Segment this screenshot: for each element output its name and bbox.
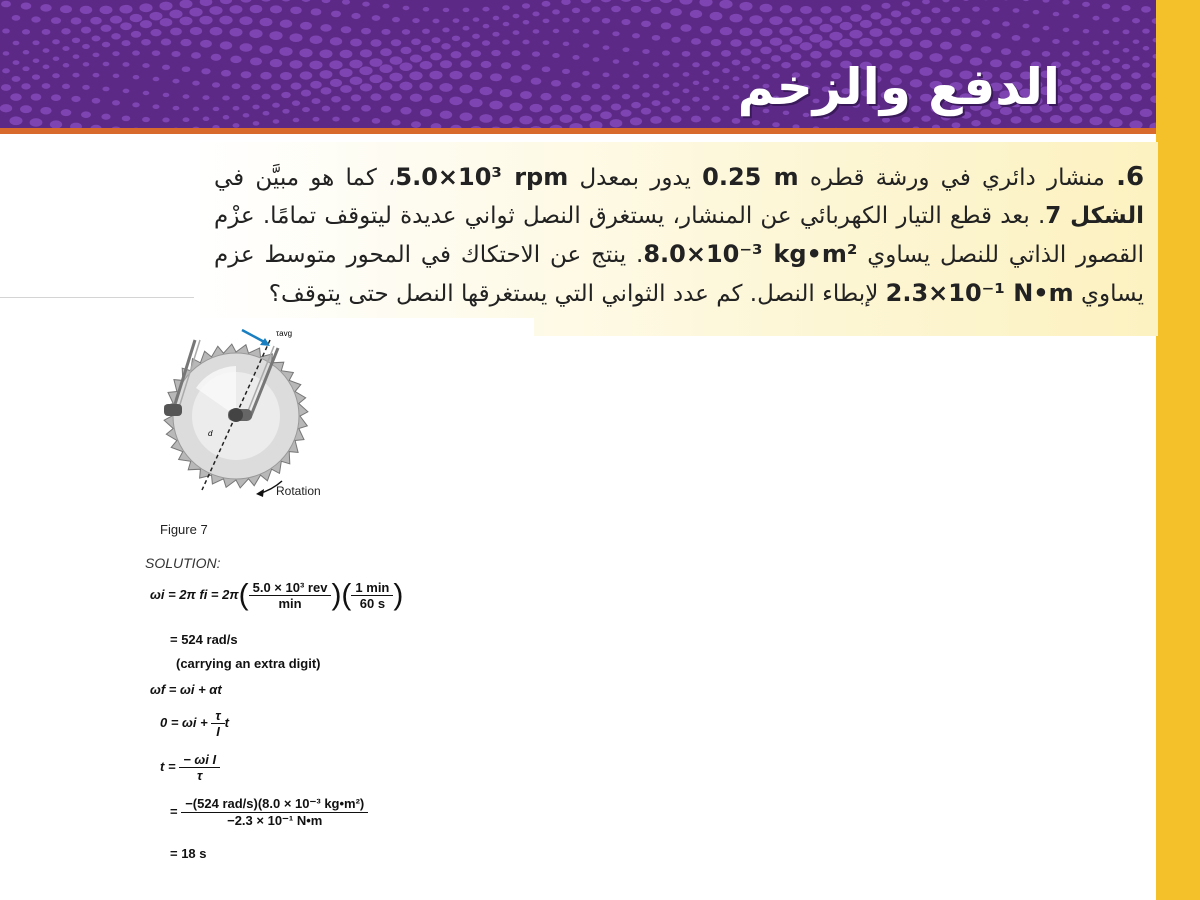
rotation-label: Rotation	[276, 484, 321, 498]
eq4-fraction	[211, 708, 224, 739]
blade-hub	[228, 408, 252, 422]
eq1-den1: min	[278, 596, 302, 611]
eq5-den: τ	[196, 768, 203, 783]
header-divider	[0, 128, 1156, 134]
eq5-lhs: t =	[160, 758, 176, 774]
equation-result-omega: = 524 rad/s	[170, 632, 238, 647]
eq1-num2: 1 min	[351, 580, 393, 596]
problem-text-4: لإبطاء النصل. كم عدد الثواني التي يستغرقها النصل حتى يتوقف؟	[268, 281, 879, 307]
eq5-fraction	[179, 752, 220, 783]
left-rule	[0, 297, 195, 298]
eq1-lhs: ωi = 2π fi = 2π	[150, 586, 239, 602]
torque-label: τavg	[276, 329, 293, 338]
problem-text-1b: يدور بمعدل	[579, 165, 691, 191]
torque-value: 2.3×10⁻¹ N•m	[885, 279, 1074, 307]
inertia-value: 8.0×10⁻³ kg•m²	[643, 240, 858, 268]
problem-text-1: منشار دائري في ورشة قطره	[809, 165, 1105, 191]
eq6-fraction	[181, 796, 368, 829]
problem-text-2a: في	[214, 165, 245, 191]
diameter-label: d	[208, 429, 213, 438]
problem-text-1c: ، كما هو مبيَّن	[255, 165, 396, 191]
eq1-fraction-1	[249, 580, 332, 611]
header-banner	[0, 0, 1156, 128]
rate-value: 5.0×10³ rpm	[395, 163, 569, 191]
eq6-den: −2.3 × 10⁻¹ N•m	[227, 813, 323, 828]
equation-time-symbolic	[160, 752, 220, 783]
problem-number: 6.	[1116, 162, 1145, 192]
equation-initial-angular-speed: ωi = 2π fi = 2π( $\frac{\text{5.0 × 10³ rev}}{\min}$ )( $\frac{1 \min}{60 s}$ )	[150, 578, 404, 612]
eq1-num1: 5.0 × 10³ rev	[249, 580, 332, 596]
figure-reference: الشكل 7	[1045, 203, 1144, 229]
saw-blade-figure	[140, 318, 340, 508]
equation-kinematics: ωf = ωi + αt	[150, 682, 222, 697]
eq4-den: I	[216, 724, 220, 739]
solution-heading: SOLUTION:	[145, 555, 221, 571]
eq4-lhs: 0 = ωi +	[160, 714, 208, 730]
figure-caption: Figure 7	[160, 522, 208, 537]
diameter-value: 0.25 m	[702, 163, 799, 191]
eq5-num: − ωi I	[179, 752, 220, 768]
problem-statement	[214, 158, 1144, 313]
equation-zero-final	[160, 708, 229, 739]
eq1-den2: 60 s	[359, 596, 386, 611]
page-title: الدفع والزخم	[737, 58, 1060, 116]
solution-note: (carrying an extra digit)	[176, 656, 321, 671]
side-accent-bar	[1156, 0, 1200, 900]
eq6-num: −(524 rad/s)(8.0 × 10⁻³ kg•m²)	[181, 796, 368, 813]
eq4-rhs: t	[224, 714, 230, 730]
equation-time-numeric: = $\frac{\text{−(524 rad/s)(8.0 × 10⁻³ kg•m²)}}{\text{−2.3 × 10⁻¹ N•m}}$	[170, 796, 368, 829]
problem-text-3: . ينتج عن الاحتكاك في المحور متوسط عزم يساوي	[214, 242, 1144, 307]
eq1-fraction-2	[351, 580, 393, 611]
problem-text-2b: . بعد قطع التيار الكهربائي عن المنشار، يستغرق النصل ثواني عديدة ليتوقف تمامًا. عزْم القصور الذاتي للنصل يساوي	[214, 203, 1145, 268]
equation-final-answer: = 18 s	[170, 846, 207, 861]
eq4-num: τ	[211, 708, 224, 724]
